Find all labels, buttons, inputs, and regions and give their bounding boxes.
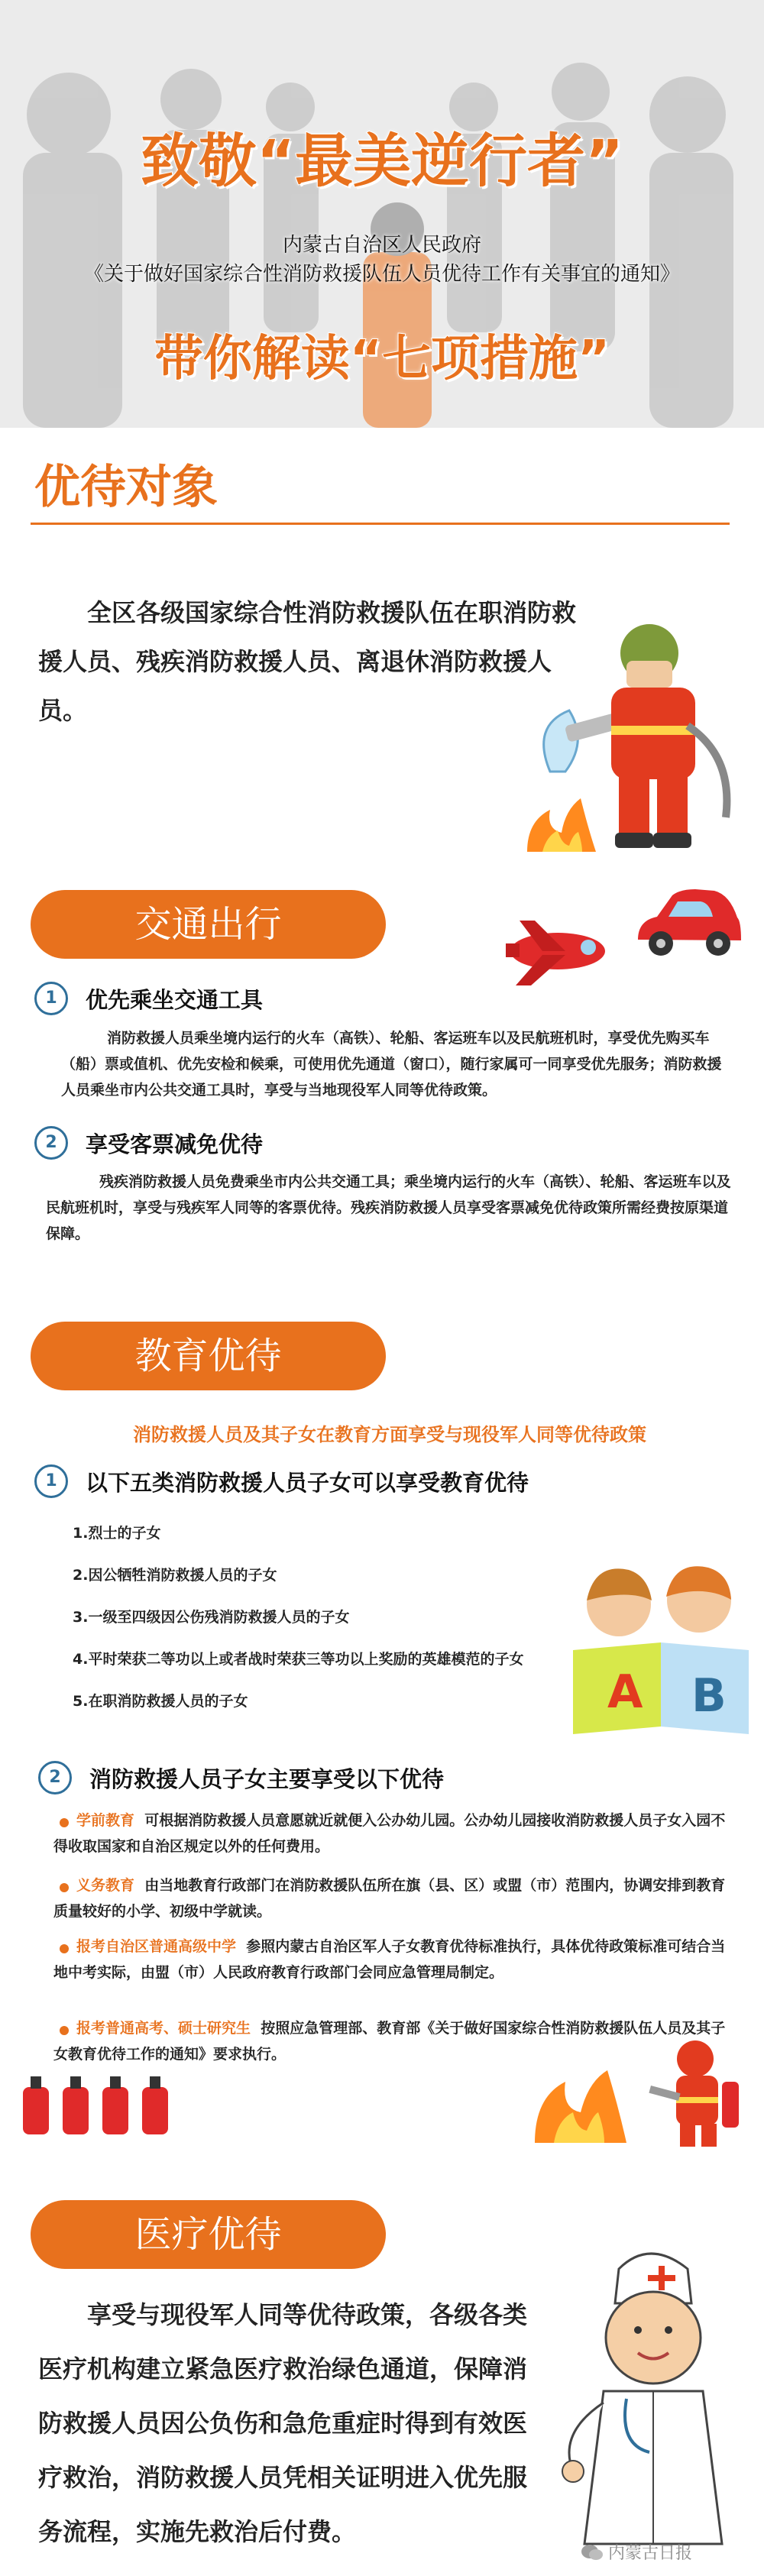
hero-title: 致敬“最美逆行者” bbox=[141, 127, 623, 195]
number-badge: 1 bbox=[34, 982, 68, 1015]
car-icon bbox=[630, 886, 745, 963]
education-point: 报考自治区普通高级中学 参照内蒙古自治区军人子女教育优待标准执行，具体优待政策标准可结合当地中考实际，由盟（市）人民政府教育行政部门会同应急管理局制定。 bbox=[53, 1938, 726, 1981]
children-reading-icon bbox=[565, 1558, 756, 1734]
watermark-text: 内蒙古日报 bbox=[608, 2544, 693, 2563]
medical-heading: 医疗优待 bbox=[31, 2200, 386, 2269]
document-title: 《关于做好国家综合性消防救援队伍人员优待工作有关事宜的通知》 bbox=[83, 263, 680, 286]
firefighter-icon bbox=[527, 2036, 749, 2150]
number-badge: 2 bbox=[38, 1761, 72, 1794]
fire-extinguisher-icon bbox=[15, 2070, 191, 2139]
education-point: 义务教育 由当地教育行政部门在消防救援队伍所在旗（县、区）或盟（市）范围内，协调安排到教育质量较好的小学、初级中学就读。 bbox=[53, 1877, 726, 1920]
transport-item1-title: 优先乘坐交通工具 bbox=[86, 987, 264, 1013]
recipients-text: 全区各级国家综合性消防救援队伍在职消防救援人员、残疾消防救援人员、离退休消防救援人员。 bbox=[38, 598, 577, 725]
transport-heading: 交通出行 bbox=[31, 890, 386, 959]
medical-text: 享受与现役军人同等优待政策，各级各类医疗机构建立紧急医疗救治绿色通道，保障消防救援人员因公负伤和急危重症时得到有效医疗救治，消防救援人员凭相关证明进入优先服务流程，实施先救治后付费。 bbox=[38, 2300, 528, 2546]
svg-text:B: B bbox=[691, 1669, 727, 1723]
list-item: 4.平时荣获二等功以上或者战时荣获三等功以上奖励的英雄模范的子女 bbox=[73, 1651, 524, 1668]
number-badge: 2 bbox=[34, 1126, 68, 1160]
number-badge: 1 bbox=[34, 1464, 68, 1498]
recipients-heading: 优待对象 bbox=[34, 461, 218, 514]
list-item: 1.烈士的子女 bbox=[73, 1525, 161, 1542]
doctor-icon bbox=[542, 2238, 756, 2559]
transport-item2-title: 享受客票减免优待 bbox=[86, 1131, 264, 1157]
education-heading: 教育优待 bbox=[31, 1322, 386, 1390]
list-item: 3.一级至四级因公伤残消防救援人员的子女 bbox=[73, 1609, 350, 1626]
education-point: 学前教育 可根据消防救援人员意愿就近就便入公办幼儿园。公办幼儿园接收消防救援人员子女入园不得收取国家和自治区规定以外的任何费用。 bbox=[53, 1812, 726, 1855]
svg-text:A: A bbox=[607, 1665, 643, 1719]
hero-banner bbox=[0, 0, 764, 428]
list-item: 2.因公牺牲消防救援人员的子女 bbox=[73, 1567, 277, 1584]
divider bbox=[31, 523, 730, 525]
wechat-icon bbox=[581, 2542, 604, 2562]
transport-item2-text: 残疾消防救援人员免费乘坐市内公共交通工具；乘坐境内运行的火车（高铁）、轮船、客运班车以及民航班机时，享受与残疾军人同等的客票优待。残疾消防救援人员享受客票减免优待政策所需经费按原渠道保障。 bbox=[46, 1173, 731, 1242]
issuer: 内蒙古自治区人民政府 bbox=[282, 234, 481, 257]
list-item: 5.在职消防救援人员的子女 bbox=[73, 1693, 248, 1710]
fire-icon bbox=[520, 794, 604, 856]
hero-subtitle: 带你解读“七项措施” bbox=[154, 331, 610, 387]
education-point: 报考普通高考、硕士研究生 按照应急管理部、教育部《关于做好国家综合性消防救援队伍人员及其子女教育优待工作的通知》要求执行。 bbox=[53, 2020, 726, 2063]
education-item2-title: 消防救援人员子女主要享受以下优待 bbox=[89, 1766, 445, 1792]
watermark bbox=[581, 2540, 692, 2564]
airplane-icon bbox=[497, 909, 611, 993]
transport-item1-text: 消防救援人员乘坐境内运行的火车（高铁）、轮船、客运班车以及民航班机时，享受优先购买车（船）票或值机、优先安检和候乘，可使用优先通道（窗口），随行家属可一同享受优先服务；消防救援人员乘坐市内公共交通工具时，享受与当地现役军人同等优待政策。 bbox=[61, 1030, 722, 1099]
education-intro: 消防救援人员及其子女在教育方面享受与现役军人同等优待政策 bbox=[133, 1424, 646, 1445]
education-item1-title: 以下五类消防救援人员子女可以享受教育优待 bbox=[86, 1470, 529, 1496]
